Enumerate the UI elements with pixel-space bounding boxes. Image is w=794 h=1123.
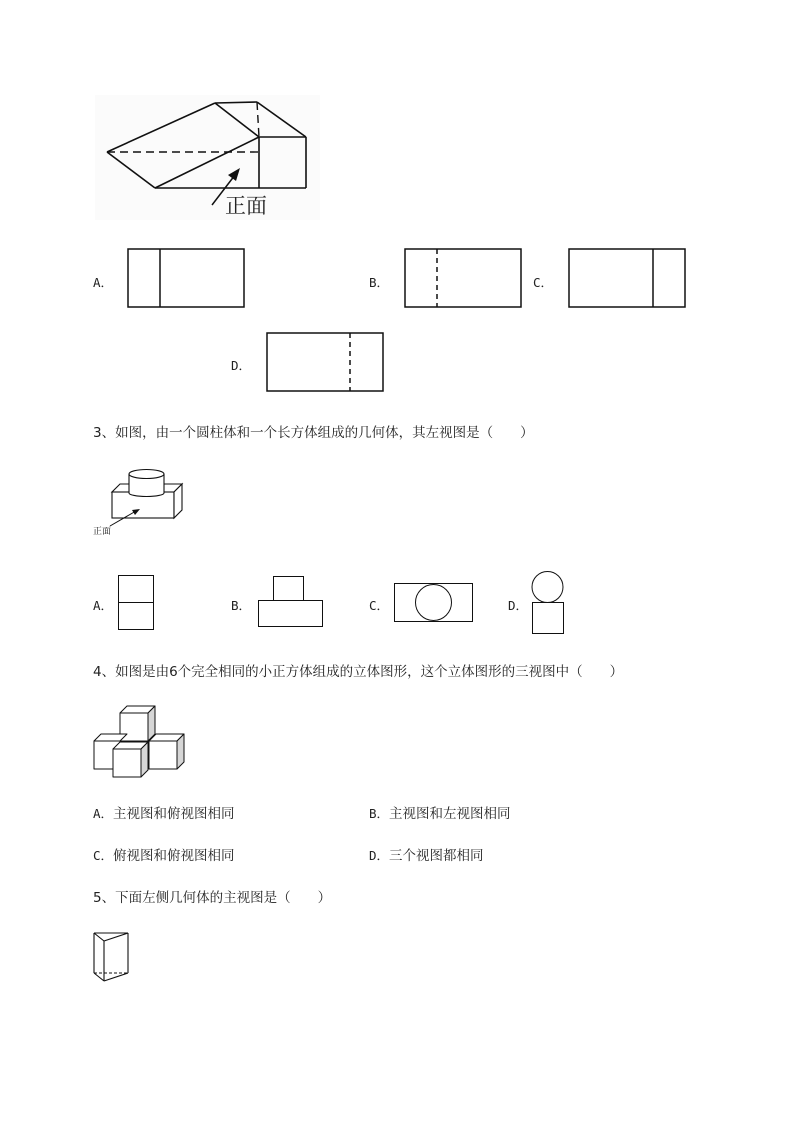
q4-cubes-figure — [93, 703, 188, 780]
q5-triangular-prism-figure — [92, 930, 132, 985]
q2-prism-figure — [95, 95, 320, 220]
q4-option-d-text: 三个视图都相同 — [389, 848, 484, 864]
q2-option-b-label: B． — [369, 275, 390, 290]
q4-option-d[interactable] — [369, 847, 484, 865]
q3-option-c-label: C． — [369, 598, 390, 613]
q4-option-c[interactable] — [93, 847, 235, 865]
q2-option-c-figure — [568, 248, 686, 308]
q4-option-a[interactable] — [93, 805, 235, 823]
q2-option-d-label: D． — [231, 358, 252, 373]
q3-option-d-label: D． — [508, 598, 529, 613]
q3-option-b-figure — [258, 576, 324, 628]
q4-stem: 4、如图是由6个完全相同的小正方体组成的立体图形，这个立体图形的三视图中（ ） — [93, 664, 624, 680]
q2-option-a-label: A． — [93, 275, 114, 290]
q4-option-d-label: D． — [369, 848, 390, 863]
q4-option-b-text: 主视图和左视图相同 — [389, 806, 511, 822]
q3-option-a-label: A． — [93, 598, 114, 613]
q3-option-c-figure — [394, 583, 474, 623]
q3-stem: 3、如图，由一个圆柱体和一个长方体组成的几何体，其左视图是（ ） — [93, 425, 534, 441]
q2-option-b-figure — [404, 248, 522, 308]
q2-figure-label: 正面 — [225, 194, 267, 218]
q3-option-d-figure — [531, 571, 565, 635]
q4-option-c-text: 俯视图和俯视图相同 — [113, 848, 235, 864]
q4-option-b[interactable] — [369, 805, 511, 823]
q4-option-b-label: B． — [369, 806, 390, 821]
q2-option-a-figure — [127, 248, 245, 308]
q5-stem: 5、下面左侧几何体的主视图是（ ） — [93, 890, 332, 906]
q3-figure-label: 正面 — [93, 527, 112, 537]
q3-option-b-label: B． — [231, 598, 252, 613]
q2-option-d-figure — [266, 332, 384, 392]
q4-option-a-text: 主视图和俯视图相同 — [113, 806, 235, 822]
q4-option-c-label: C． — [93, 848, 114, 863]
q3-option-a-figure — [118, 575, 154, 631]
q2-option-c-label: C． — [533, 275, 554, 290]
q4-option-a-label: A． — [93, 806, 114, 821]
